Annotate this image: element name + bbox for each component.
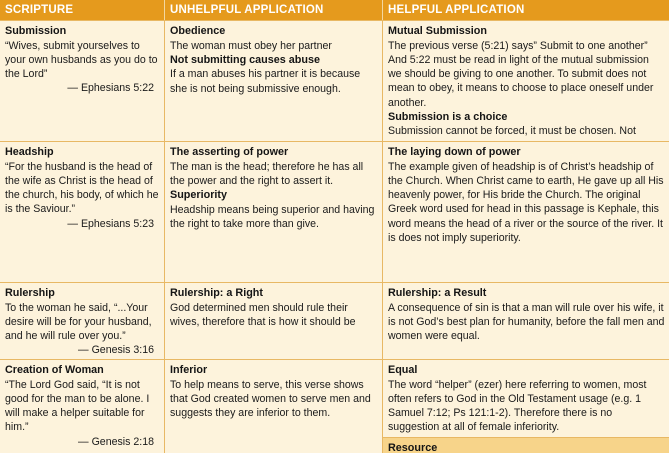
scripture-title: Creation of Woman: [5, 364, 104, 376]
helpful-title: The laying down of power: [388, 146, 521, 158]
scripture-quote: “Wives, submit yourselves to your own husbands as you do to the Lord”: [5, 39, 158, 81]
scripture-quote: “The Lord God said, “It is not good for the man to be alone. I will make a helper suitable for him.”: [5, 378, 150, 434]
scripture-title: Rulership: [5, 287, 55, 299]
unhelpful-title: Not submitting causes abuse: [170, 53, 320, 66]
helpful-cell-rulership: [383, 282, 669, 359]
helpful-cell-submission: [383, 20, 669, 141]
header-unhelpful: UNHELPFUL APPLICATION: [165, 0, 383, 20]
scripture-quote: To the woman he said, “...Your desire will be for your husband, and he will rule over you.”: [5, 301, 152, 343]
helpful-title: Rulership: a Result: [388, 287, 487, 299]
helpful-text: The example given of headship is of Christ’s headship of the Church. When Christ came to earth, He gave up all His heavenly power, for His bride the Church. The original Greek word used for head in this passage is Kephale, this word means the head of a river or the source of the river. It is does not imply superiority.: [388, 160, 664, 244]
scripture-cell-submission: [0, 20, 165, 141]
scripture-reference: — Ephesians 5:23: [67, 217, 154, 230]
unhelpful-text: To help means to serve, this verse shows that God created women to serve men and suggests they are inferior to them.: [170, 378, 371, 420]
unhelpful-cell-creation: [165, 359, 383, 453]
scripture-quote: “For the husband is the head of the wife as Christ is the head of the church, his body, of which he is the Saviour.”: [5, 160, 159, 216]
unhelpful-title: Obedience: [170, 25, 226, 37]
helpful-text: A consequence of sin is that a man will rule over his wife, it is not God’s best plan for humanity, before the fall men and women were equal.: [388, 301, 665, 343]
scripture-cell-headship: [0, 141, 165, 282]
unhelpful-cell-submission: [165, 20, 383, 141]
helpful-title: Mutual Submission: [388, 25, 487, 37]
header-scripture: SCRIPTURE: [0, 0, 165, 20]
scripture-title: Submission: [5, 25, 67, 37]
unhelpful-text: If a man abuses his partner it is because she is not being submissive enough.: [170, 68, 361, 95]
unhelpful-cell-headship: [165, 141, 383, 282]
unhelpful-title: The asserting of power: [170, 146, 289, 158]
helpful-text: The previous verse (5:21) says” Submit to one another” And 5:22 must be read in light of the mutual submission we should be giving to one another. To submit does not mean to obey, it means to choose to place oneself under another.: [388, 39, 654, 109]
unhelpful-title: Inferior: [170, 364, 208, 376]
resource-box: [383, 437, 669, 453]
helpful-text: The word “helper” (ezer) here referring to women, most often refers to God in the Old Testament usage (e.g. 1 Samuel 7:12; Ps 121:1-2). Therefore there is no suggestion at all of female inferiority.: [388, 378, 647, 434]
scripture-cell-rulership: [0, 282, 165, 359]
scripture-reference: — Genesis 2:18: [78, 435, 154, 448]
scripture-reference: — Ephesians 5:22: [67, 82, 154, 95]
helpful-title: Equal: [388, 364, 418, 376]
unhelpful-text: Headship means being superior and having the right to take more than give.: [170, 203, 375, 230]
scripture-reference: — Genesis 3:16: [78, 344, 154, 357]
unhelpful-text: The woman must obey her partner: [170, 39, 332, 52]
unhelpful-title: Superiority: [170, 189, 227, 202]
helpful-cell-headship: [383, 141, 669, 282]
header-helpful: HELPFUL APPLICATION: [383, 0, 669, 20]
unhelpful-title: Rulership: a Right: [170, 287, 263, 299]
unhelpful-text: The man is the head; therefore he has all the power and the right to assert it.: [170, 160, 364, 187]
scripture-title: Headship: [5, 146, 54, 158]
scripture-cell-creation: [0, 359, 165, 453]
unhelpful-cell-rulership: [165, 282, 383, 359]
unhelpful-text: God determined men should rule their wives, therefore that is how it should be: [170, 301, 356, 328]
helpful-cell-creation: [383, 359, 669, 453]
helpful-title: Submission is a choice: [388, 110, 508, 123]
helpful-text: Submission cannot be forced, it must be chosen. Not: [388, 125, 636, 138]
resource-title: Resource: [388, 441, 438, 453]
